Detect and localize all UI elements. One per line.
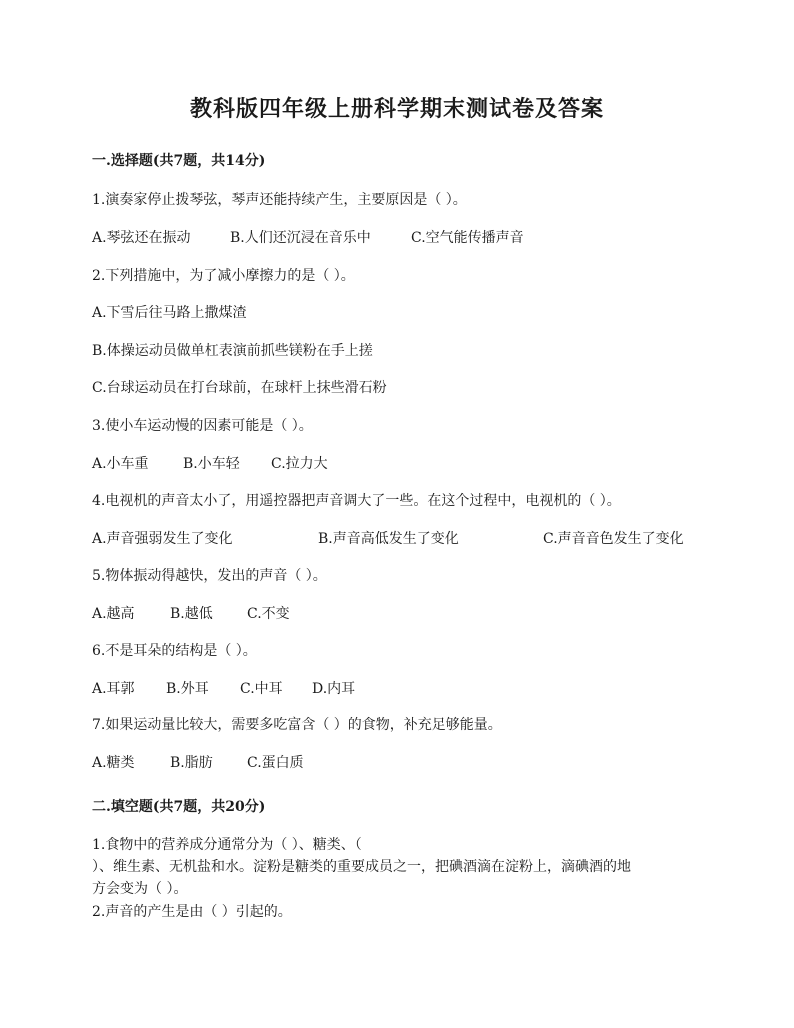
option-a: A.小车重	[92, 456, 149, 472]
option-b: B.声音高低发生了变化	[318, 531, 459, 547]
fill-question-line: ）、维生素、无机盐和水。淀粉是糖类的重要成员之一，把碘酒滴在淀粉上，滴碘酒的地	[92, 859, 631, 875]
option-a: A.声音强弱发生了变化	[92, 531, 233, 547]
option-b: B.脂肪	[170, 755, 213, 771]
option-c: C.中耳	[240, 681, 283, 697]
option-a: A.琴弦还在振动	[92, 230, 191, 246]
option-b: B.人们还沉浸在音乐中	[230, 230, 371, 246]
question-stem: 4.电视机的声音太小了，用遥控器把声音调大了一些。在这个过程中，电视机的（ ）。	[92, 493, 621, 509]
option-b: B.体操运动员做单杠表演前抓些镁粉在手上搓	[92, 343, 373, 359]
option-c: C.台球运动员在打台球前，在球杆上抹些滑石粉	[92, 380, 387, 396]
question-stem: 2.下列措施中，为了减小摩擦力的是（ ）。	[92, 268, 355, 284]
question-stem: 3.使小车运动慢的因素可能是（ ）。	[92, 418, 313, 434]
option-b: B.小车轻	[183, 456, 240, 472]
fill-question-line: 2.声音的产生是由（ ）引起的。	[92, 904, 292, 920]
page-title: 教科版四年级上册科学期末测试卷及答案	[189, 96, 604, 122]
section-heading-fill-in: 二.填空题(共7题，共20分)	[92, 799, 266, 815]
option-a: A.耳郭	[92, 681, 135, 697]
option-a: A.下雪后往马路上撒煤渣	[92, 305, 247, 321]
option-b: B.外耳	[166, 681, 209, 697]
option-c: C.空气能传播声音	[411, 230, 524, 246]
option-c: C.蛋白质	[247, 755, 304, 771]
question-stem: 1.演奏家停止拨琴弦，琴声还能持续产生，主要原因是（ ）。	[92, 192, 467, 208]
fill-question-line: 1.食物中的营养成分通常分为（ ）、糖类、（	[92, 837, 362, 853]
question-stem: 5.物体振动得越快，发出的声音（ ）。	[92, 568, 327, 584]
option-b: B.越低	[170, 606, 213, 622]
fill-question-line: 方会变为（ ）。	[92, 881, 188, 897]
question-stem: 6.不是耳朵的结构是（ ）。	[92, 643, 257, 659]
option-d: D.内耳	[312, 681, 356, 697]
option-a: A.越高	[92, 606, 135, 622]
option-a: A.糖类	[92, 755, 135, 771]
option-c: C.拉力大	[271, 456, 328, 472]
section-heading-choice: 一.选择题(共7题，共14分)	[92, 153, 266, 169]
question-stem: 7.如果运动量比较大，需要多吃富含（ ）的食物，补充足够能量。	[92, 717, 502, 733]
option-c: C.声音音色发生了变化	[543, 531, 684, 547]
option-c: C.不变	[247, 606, 290, 622]
